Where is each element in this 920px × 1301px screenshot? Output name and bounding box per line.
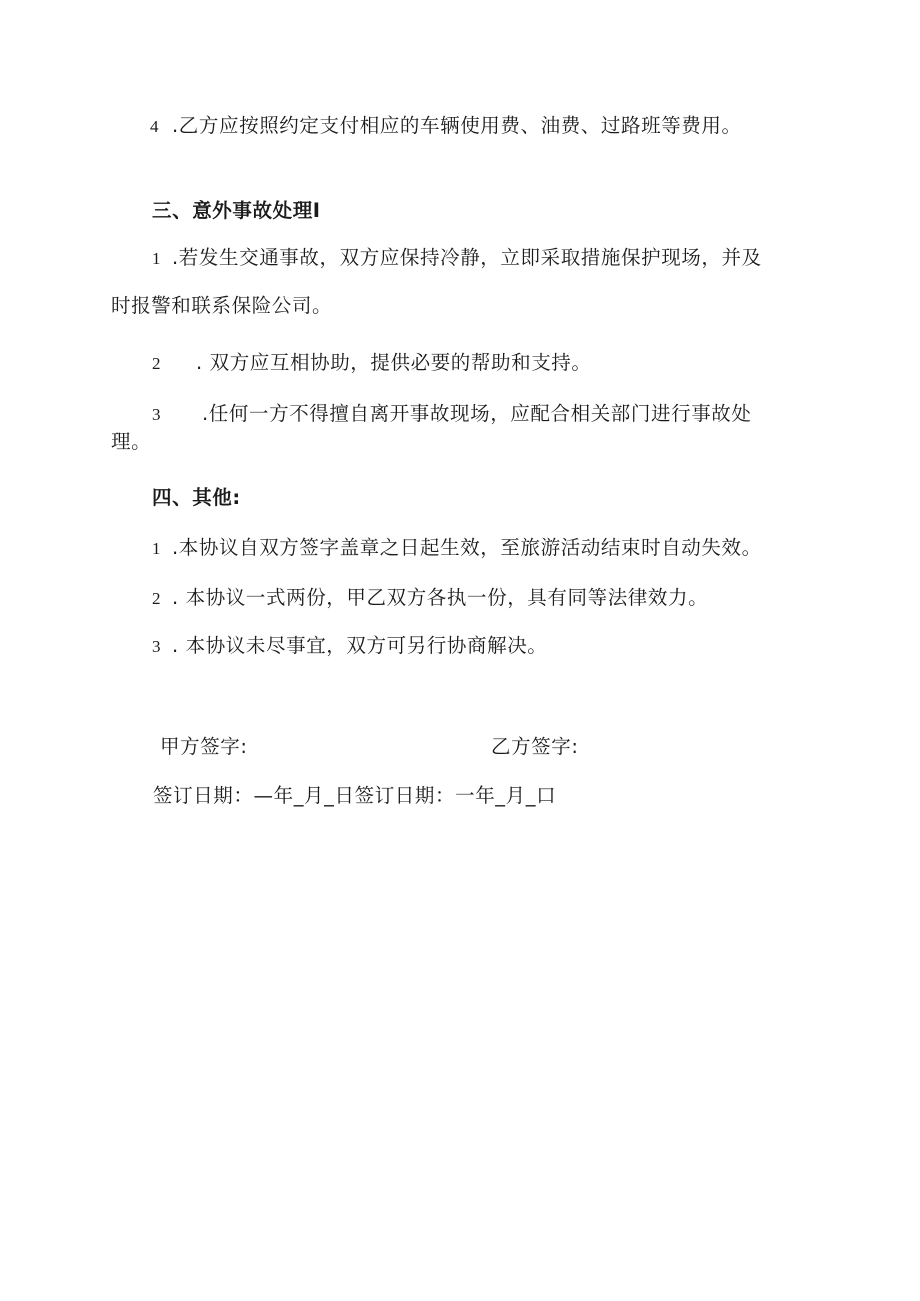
clause-text: .任何一方不得擅自离开事故现场，应配合相关部门进行事故处: [202, 402, 752, 425]
section-heading-other: 四、其他:: [152, 486, 241, 509]
clause-text: . 本协议一式两份，甲乙双方各执一份，具有同等法律效力。: [172, 586, 709, 609]
clause-number: 3: [152, 405, 162, 424]
clause-number: 4: [150, 117, 160, 136]
clause-text: .乙方应按照约定支付相应的车辆使用费、油费、过路班等费用。: [172, 114, 742, 137]
party-a-signature-label: 甲方签字:: [160, 735, 248, 758]
party-b-signature-label: 乙方签字:: [491, 735, 579, 758]
clause-text: . 双方应互相协助，提供必要的帮助和支持。: [196, 351, 592, 374]
clause-3-1-line2: 时报警和联系保险公司。: [111, 294, 333, 317]
clause-4-2: [152, 584, 708, 613]
clause-text: . 本协议未尽事宜，双方可另行协商解决。: [172, 634, 548, 657]
clause-number: 1: [152, 249, 162, 268]
clause-number: 1: [152, 539, 162, 558]
clause-text: .本协议自双方签字盖章之日起生效，至旅游活动结束时自动失效。: [172, 536, 762, 559]
clause-number: 3: [152, 637, 162, 656]
signing-date-line: 签订日期：—年_月_日签订日期：一年_月_口: [153, 784, 557, 807]
clause-number: 2: [152, 354, 162, 373]
section-heading-accident: 三、意外事故处理I: [152, 199, 321, 222]
clause-3-3-line2: 理。: [111, 430, 152, 453]
clause-2-4: [150, 112, 742, 141]
clause-4-3: [152, 632, 547, 661]
clause-text: .若发生交通事故，双方应保持冷静，立即采取措施保护现场，并及: [172, 246, 762, 269]
clause-3-3-line1: [152, 400, 752, 429]
clause-3-1-line1: [152, 244, 762, 273]
clause-4-1: [152, 534, 762, 563]
clause-number: 2: [152, 589, 162, 608]
clause-3-2: [152, 349, 592, 378]
